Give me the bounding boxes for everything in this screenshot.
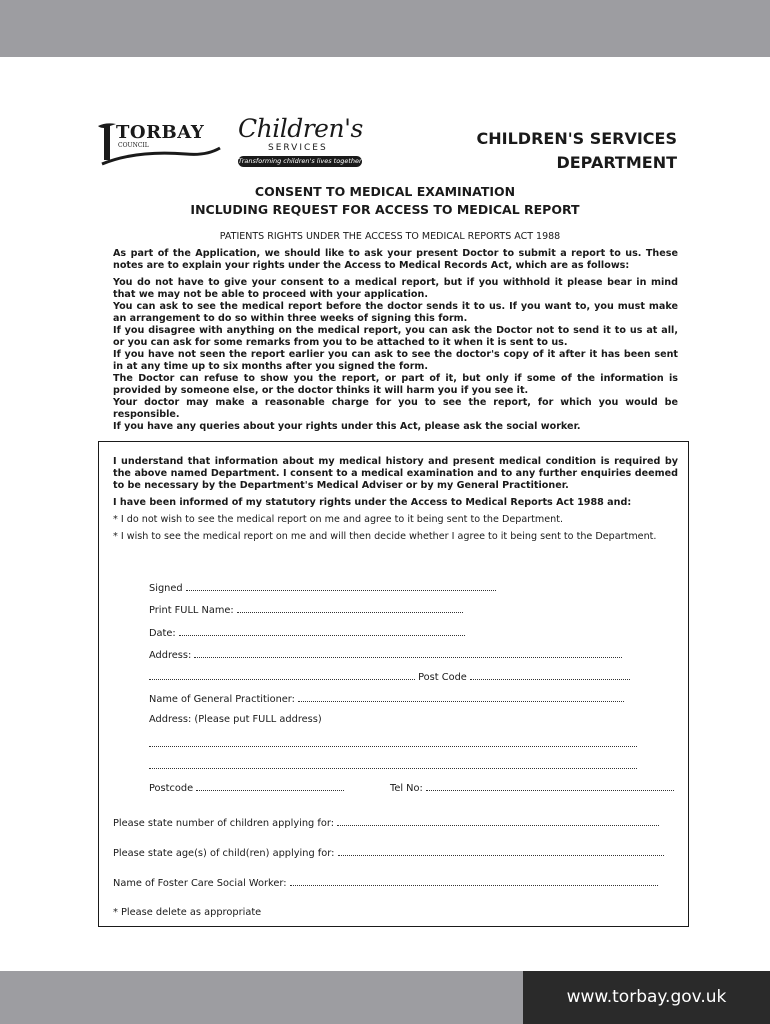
- consent-text: [113, 456, 678, 548]
- date-label: Date:: [149, 628, 176, 639]
- right-item: If you have any queries about your rights under this Act, please ask the social worker.: [113, 421, 581, 432]
- intro-paragraph: As part of the Application, we should like to ask your present Doctor to submit a report to us. These notes are to explain your rights under the Access to Medical Records Act, which are as follows:: [113, 248, 678, 271]
- post-code-label: Post Code: [418, 672, 467, 683]
- right-item: Your doctor may make a reasonable charge for you to see the report, for which you would be responsible.: [113, 397, 678, 420]
- gp-postcode-label: Postcode: [149, 783, 194, 794]
- gp-address-dots-1[interactable]: [149, 737, 637, 747]
- signed-field[interactable]: [149, 581, 496, 594]
- right-item: You can ask to see the medical report before the doctor sends it to us. If you want to, you must make an arrangement to do so within three weeks of signing this form.: [113, 301, 678, 324]
- torbay-council-logo: [96, 120, 222, 168]
- right-item: If you disagree with anything on the medical report, you can ask the Doctor not to send it to us at all, or you can ask for some remarks from you to be attached to it when it is sent to us.: [113, 325, 678, 348]
- ages-label: Please state age(s) of child(ren) applying for:: [113, 848, 335, 859]
- council-sub: COUNCIL: [118, 142, 149, 149]
- right-item: If you have not seen the report earlier you can ask to see the doctor's copy of it after it has been sent in at any time up to six months after you signed the form.: [113, 349, 678, 372]
- address-field[interactable]: [149, 648, 622, 661]
- gp-name-line[interactable]: [298, 692, 624, 702]
- delete-note: * Please delete as appropriate: [113, 907, 262, 918]
- print-name-label: Print FULL Name:: [149, 605, 234, 616]
- dept-line-2: DEPARTMENT: [556, 153, 677, 172]
- num-children-field[interactable]: [113, 816, 659, 829]
- print-name-line[interactable]: [237, 603, 463, 613]
- ages-field[interactable]: [113, 846, 664, 859]
- address-line-2[interactable]: [149, 670, 415, 680]
- department-title: [477, 127, 678, 175]
- social-worker-field[interactable]: [113, 876, 658, 889]
- gp-name-field[interactable]: [149, 692, 624, 705]
- logo-title: Children's: [238, 114, 363, 143]
- gp-address-line-1[interactable]: [149, 737, 637, 750]
- date-line[interactable]: [179, 626, 465, 636]
- right-item: You do not have to give your consent to a medical report, but if you withhold it please bear in mind that we may not be able to proceed with your application.: [113, 277, 678, 300]
- form-title-1: CONSENT TO MEDICAL EXAMINATION: [254, 184, 516, 199]
- address-line[interactable]: [194, 648, 622, 658]
- address-label: Address:: [149, 650, 192, 661]
- gp-postcode-field[interactable]: [149, 781, 344, 794]
- num-children-label: Please state number of children applying for:: [113, 818, 334, 829]
- rights-notes: [113, 248, 678, 433]
- act-heading: PATIENTS RIGHTS UNDER THE ACCESS TO MEDICAL REPORTS ACT 1988: [219, 231, 561, 242]
- understand-statement: I understand that information about my medical history and present medical condition is required by the above named Department. I consent to a medical examination and to any further enquiries deemed to be necessary by the Department's Medical Adviser or by my General Practitioner.: [113, 456, 678, 491]
- num-children-line[interactable]: [337, 816, 659, 826]
- gp-postcode-line[interactable]: [196, 781, 344, 791]
- date-field[interactable]: [149, 626, 465, 639]
- signed-line[interactable]: [186, 581, 496, 591]
- gp-name-label: Name of General Practitioner:: [149, 694, 295, 705]
- gp-address-line-2[interactable]: [149, 759, 637, 772]
- website-url[interactable]: www.torbay.gov.uk: [523, 971, 770, 1024]
- ages-line[interactable]: [338, 846, 664, 856]
- tel-field[interactable]: [390, 781, 674, 794]
- option-no-see[interactable]: * I do not wish to see the medical report on me and agree to it being sent to the Department.: [113, 514, 564, 525]
- gp-address-dots-2[interactable]: [149, 759, 637, 769]
- option-see[interactable]: * I wish to see the medical report on me and will then decide whether I agree to it being sent to the Department.: [113, 531, 657, 542]
- signed-label: Signed: [149, 583, 183, 594]
- social-worker-line[interactable]: [290, 876, 658, 886]
- tel-label: Tel No:: [390, 783, 423, 794]
- form-title-2: INCLUDING REQUEST FOR ACCESS TO MEDICAL REPORT: [190, 202, 580, 217]
- childrens-services-logo: [236, 116, 366, 172]
- post-code-line[interactable]: [470, 670, 630, 680]
- dept-line-1: CHILDREN'S SERVICES: [476, 129, 677, 148]
- print-name-field[interactable]: [149, 603, 463, 616]
- social-worker-label: Name of Foster Care Social Worker:: [113, 878, 287, 889]
- logo-tagline: Transforming children's lives together: [238, 157, 362, 165]
- tel-line[interactable]: [426, 781, 674, 791]
- logo-services: SERVICES: [268, 143, 328, 153]
- address-postcode-field[interactable]: [149, 670, 630, 683]
- council-name: TORBAY: [116, 122, 205, 143]
- right-item: The Doctor can refuse to show you the report, or part of it, but only if some of the information is provided by someone else, or the doctor thinks it will harm you if you see it.: [113, 373, 678, 396]
- informed-statement: I have been informed of my statutory rights under the Access to Medical Reports Act 1988 and:: [113, 497, 632, 508]
- gp-address-label: Address: (Please put FULL address): [149, 714, 322, 725]
- top-banner: [0, 0, 770, 57]
